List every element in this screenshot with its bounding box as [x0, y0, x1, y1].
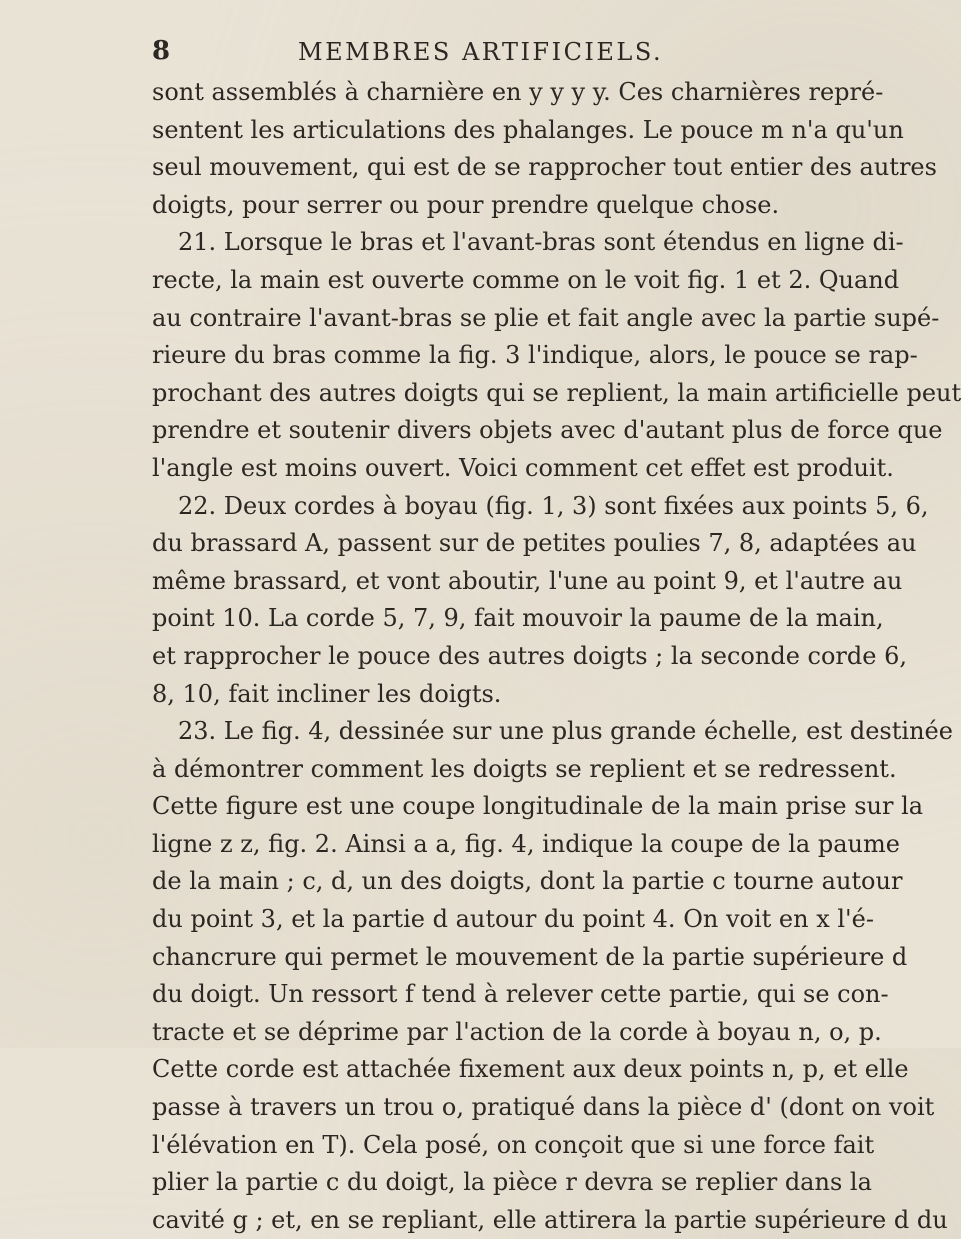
text-line: tracte et se déprime par l'action de la corde à boyau n, o, p.: [152, 1017, 882, 1046]
text-line: doigts, pour serrer ou pour prendre quelque chose.: [152, 190, 780, 219]
text-line: 8, 10, fait incliner les doigts.: [152, 679, 502, 708]
running-head: [152, 36, 772, 70]
text-line: du brassard A, passent sur de petites poulies 7, 8, adaptées au: [152, 529, 917, 558]
text-line: ligne z z, fig. 2. Ainsi a a, fig. 4, indique la coupe de la paume: [152, 829, 900, 858]
paragraph-22-start: 22. Deux cordes à boyau (fig. 1, 3) sont fixées aux points 5, 6,: [178, 491, 929, 520]
text-line: prochant des autres doigts qui se replient, la main artificielle peut: [152, 378, 961, 407]
page-title: MEMBRES ARTIFICIELS.: [298, 38, 664, 66]
text-line: point 10. La corde 5, 7, 9, fait mouvoir la paume de la main,: [152, 604, 884, 633]
text-line: passe à travers un trou o, pratiqué dans la pièce d' (dont on voit: [152, 1093, 935, 1122]
text-line: du point 3, et la partie d autour du point 4. On voit en x l'é-: [152, 905, 874, 934]
paragraph-21-start: 21. Lorsque le bras et l'avant-bras sont étendus en ligne di-: [178, 228, 904, 257]
body-text: [152, 74, 961, 1239]
text-line: à démontrer comment les doigts se replient et se redressent.: [152, 754, 897, 783]
text-line: au contraire l'avant-bras se plie et fait angle avec la partie supé-: [152, 303, 940, 332]
text-line: de la main ; c, d, un des doigts, dont la partie c tourne autour: [152, 867, 903, 896]
text-line: sentent les articulations des phalanges. Le pouce m n'a qu'un: [152, 115, 904, 144]
text-line: même brassard, et vont aboutir, l'une au point 9, et l'autre au: [152, 566, 903, 595]
text-line: recte, la main est ouverte comme on le voit fig. 1 et 2. Quand: [152, 265, 900, 294]
paragraph-23-start: 23. Le fig. 4, dessinée sur une plus grande échelle, est destinée: [178, 717, 953, 746]
page-number: 8: [152, 36, 172, 66]
text-line: seul mouvement, qui est de se rapprocher tout entier des autres: [152, 153, 937, 182]
text-line: Cette corde est attachée fixement aux deux points n, p, et elle: [152, 1055, 909, 1084]
text-line: Cette figure est une coupe longitudinale de la main prise sur la: [152, 792, 924, 821]
text-line: du doigt. Un ressort f tend à relever cette partie, qui se con-: [152, 980, 889, 1009]
text-line: l'élévation en T). Cela posé, on conçoit que si une force fait: [152, 1130, 875, 1159]
text-line: et rapprocher le pouce des autres doigts ; la seconde corde 6,: [152, 641, 907, 670]
text-line: sont assemblés à charnière en y y y y. Ces charnières repré-: [152, 78, 884, 106]
text-line: prendre et soutenir divers objets avec d'autant plus de force que: [152, 416, 943, 445]
text-line: chancrure qui permet le mouvement de la partie supérieure d: [152, 942, 908, 971]
text-line: l'angle est moins ouvert. Voici comment cet effet est produit.: [152, 453, 894, 482]
text-line: cavité g ; et, en se repliant, elle attirera la partie supérieure d du: [152, 1205, 948, 1234]
text-line: plier la partie c du doigt, la pièce r devra se replier dans la: [152, 1168, 872, 1197]
text-line: rieure du bras comme la fig. 3 l'indique, alors, le pouce se rap-: [152, 341, 918, 370]
